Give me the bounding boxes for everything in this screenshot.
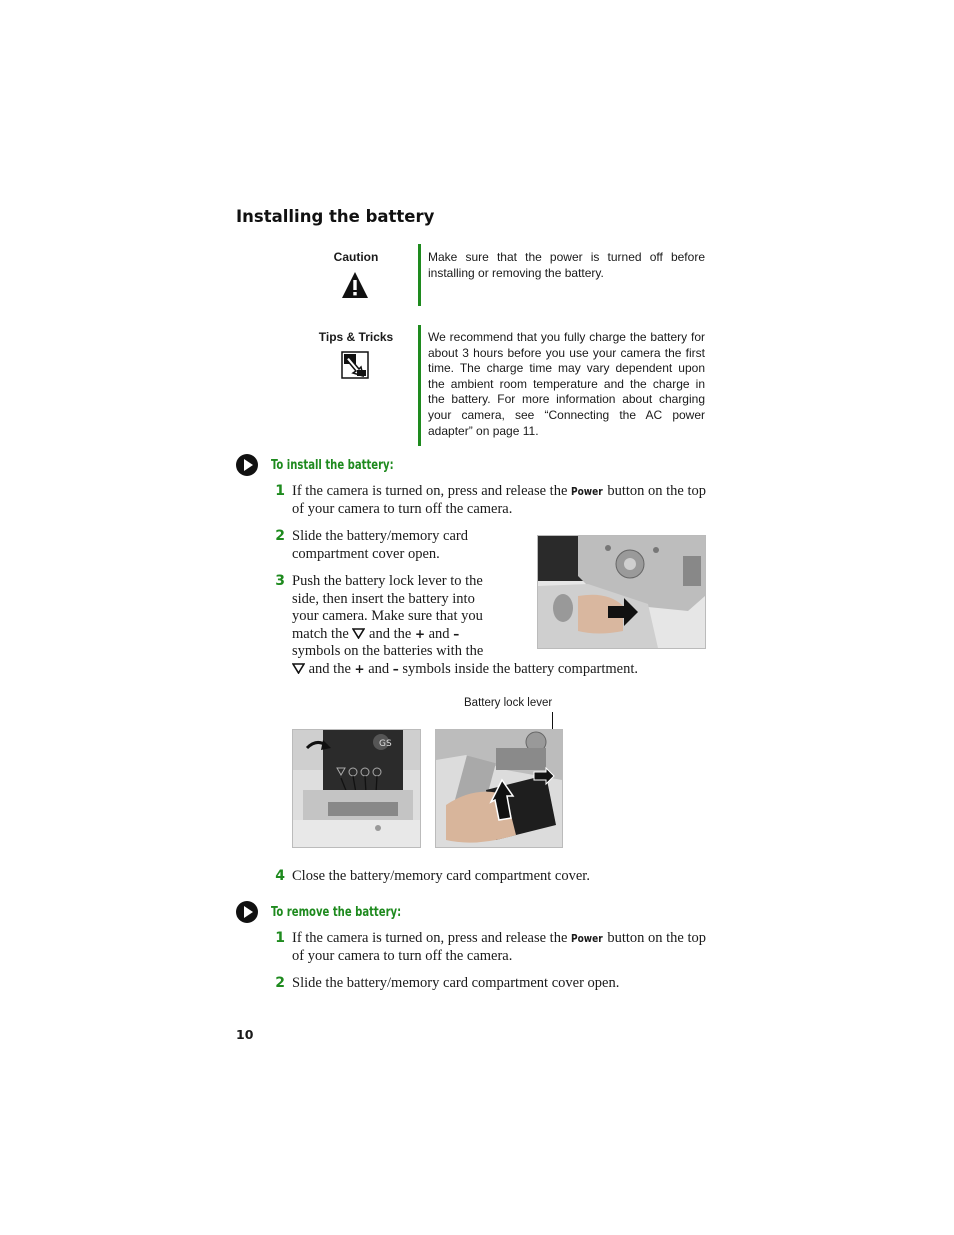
tips-text: We recommend that you fully charge the battery for about 3 hours before you use your camera the first time. The charge time may vary dependent upon the ambient room temperature and the charge in the battery. For more information about charging your camera, see “Connecting the AC power adapter” on page 11. xyxy=(428,330,705,438)
power-key-label: Power xyxy=(571,485,603,498)
step-text-line xyxy=(292,661,712,679)
step-number: 3 xyxy=(275,573,285,589)
step-text: button on the top of your camera to turn off the camera. xyxy=(292,930,706,964)
remove-step-1 xyxy=(292,930,712,965)
step-text: Push the battery lock lever to the xyxy=(292,573,483,589)
photo-compartment-cover xyxy=(537,535,706,649)
step-text: If the camera is turned on, press and release the xyxy=(292,930,568,946)
install-step-1 xyxy=(292,483,712,518)
step-number: 1 xyxy=(275,930,285,946)
caution-bar xyxy=(418,244,421,306)
power-key-label: Power xyxy=(571,932,603,945)
triangle-symbol-icon xyxy=(352,628,365,639)
step-text: and xyxy=(428,625,450,642)
step-number: 2 xyxy=(275,975,285,991)
step-number: 4 xyxy=(275,868,285,884)
page-number: 10 xyxy=(236,1027,254,1042)
plus-symbol: + xyxy=(414,626,425,641)
remove-step-2: Slide the battery/memory card compartment cover open. xyxy=(292,975,620,991)
minus-symbol: – xyxy=(392,661,399,676)
step-text: side, then insert the battery into xyxy=(292,590,475,607)
plus-symbol: + xyxy=(354,661,365,676)
section-title: Installing the battery xyxy=(236,207,435,226)
warning-icon xyxy=(340,270,370,300)
caution-label: Caution xyxy=(333,250,379,264)
step-text: your camera. Make sure that you xyxy=(292,608,483,624)
triangle-symbol-icon xyxy=(292,663,305,674)
step-text: button on the top of your camera to turn off the camera. xyxy=(292,483,706,517)
step-number: 2 xyxy=(275,528,285,544)
step-text: symbols inside the battery compartment. xyxy=(402,660,638,677)
caution-text: Make sure that the power is turned off before installing or removing the battery. xyxy=(428,250,705,280)
step-text: and the xyxy=(308,660,351,677)
procedure-arrow-icon xyxy=(236,454,258,476)
tips-label: Tips & Tricks xyxy=(318,330,394,344)
install-step-2: Slide the battery/memory card compartment cover open. xyxy=(292,528,468,562)
remove-heading: To remove the battery: xyxy=(271,905,402,920)
tips-tricks-icon xyxy=(341,351,369,379)
photo-battery-symbols xyxy=(292,729,421,848)
tips-bar xyxy=(418,325,421,446)
step-text: match the xyxy=(292,625,349,642)
step-text: and xyxy=(368,660,390,677)
photo-insert-battery xyxy=(435,729,563,848)
svg-text:GS: GS xyxy=(379,739,392,749)
battery-lock-lever-caption: Battery lock lever xyxy=(464,697,553,709)
minus-symbol: – xyxy=(453,626,460,641)
step-text: symbols on the batteries with the xyxy=(292,643,484,659)
step-text: and the xyxy=(369,625,412,642)
install-step-4: Close the battery/memory card compartment cover. xyxy=(292,868,590,884)
step-number: 1 xyxy=(275,483,285,499)
install-heading: To install the battery: xyxy=(271,458,394,473)
procedure-arrow-icon xyxy=(236,901,258,923)
step-text: If the camera is turned on, press and release the xyxy=(292,483,568,499)
